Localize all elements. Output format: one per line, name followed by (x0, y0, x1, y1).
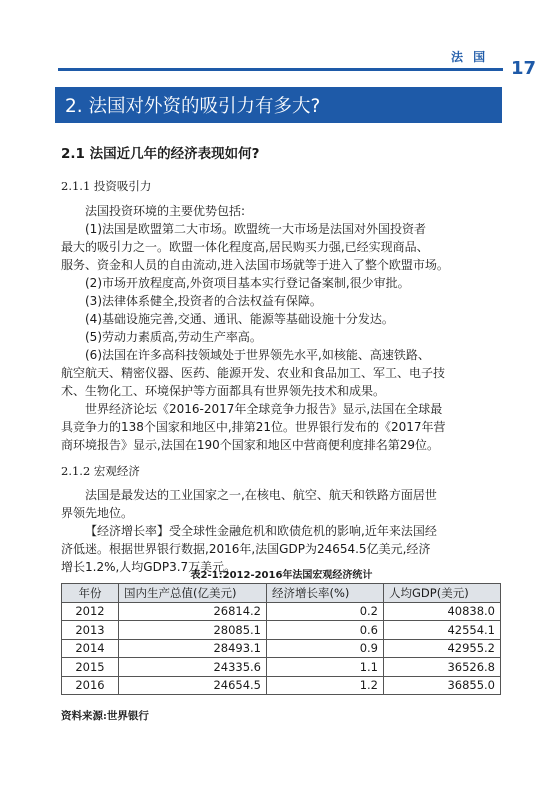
column-header: 人均GDP(美元) (384, 584, 501, 603)
section-title-band (55, 87, 502, 123)
macro-body (61, 486, 502, 576)
table-cell: 42955.2 (384, 639, 501, 658)
table-cell: 2014 (62, 639, 119, 658)
page-number: 17 (511, 58, 537, 79)
table-cell: 42554.1 (384, 621, 501, 640)
macro-stats-table (61, 583, 501, 695)
text-line: 术、生物化工、环境保护等方面都具有世界领先技术和成果。 (61, 384, 386, 398)
table-cell: 1.1 (267, 658, 384, 677)
text-line: 界领先地位。 (61, 506, 134, 520)
table-cell: 0.6 (267, 621, 384, 640)
table-cell: 28493.1 (119, 639, 267, 658)
text-line: (1)法国是欧盟第二大市场。欧盟统一大市场是法国对外国投资者 (85, 222, 427, 236)
table-cell: 0.9 (267, 639, 384, 658)
column-header: 年份 (62, 584, 119, 603)
table-cell: 2013 (62, 621, 119, 640)
header-rule (58, 68, 503, 71)
text-line: (6)法国在许多高科技领域处于世界领先水平,如核能、高速铁路、 (85, 348, 430, 362)
subsection-heading: 2.1 法国近几年的经济表现如何? (61, 146, 260, 162)
table-cell: 0.2 (267, 602, 384, 621)
table-cell: 2016 (62, 676, 119, 695)
table-cell: 28085.1 (119, 621, 267, 640)
table-row (62, 676, 501, 695)
text-line: 济低迷。根据世界银行数据,2016年,法国GDP为24654.5亿美元,经济 (61, 542, 431, 556)
text-line: 航空航天、精密仪器、医药、能源开发、农业和食品加工、军工、电子技 (61, 366, 446, 380)
table-caption: 表2-1:2012-2016年法国宏观经济统计 (190, 570, 373, 581)
text-line: 商环境报告》显示,法国在190个国家和地区中营商便利度排名第29位。 (61, 438, 439, 452)
table-cell: 36855.0 (384, 676, 501, 695)
text-line: (2)市场开放程度高,外资项目基本实行登记备案制,很少审批。 (85, 276, 410, 290)
text-line: 世界经济论坛《2016-2017年全球竞争力报告》显示,法国在全球最 (85, 402, 443, 416)
text-line: 法国投资环境的主要优势包括: (85, 204, 246, 218)
table-row (62, 621, 501, 640)
investment-heading: 2.1.1 投资吸引力 (61, 179, 152, 193)
table-cell: 24654.5 (119, 676, 267, 695)
text-line: 具竞争力的138个国家和地区中,排第21位。世界银行发布的《2017年营 (61, 420, 446, 434)
table-row (62, 658, 501, 677)
text-line: 最大的吸引力之一。欧盟一体化程度高,居民购买力强,已经实现商品、 (61, 240, 429, 254)
table-cell: 24335.6 (119, 658, 267, 677)
table-source: 资料来源:世界银行 (61, 710, 149, 722)
column-header: 国内生产总值(亿美元) (119, 584, 267, 603)
text-line: (3)法律体系健全,投资者的合法权益有保障。 (85, 294, 322, 308)
table-header-row (62, 584, 501, 603)
investment-body (61, 202, 502, 454)
table-row (62, 639, 501, 658)
table-row (62, 602, 501, 621)
text-line: (4)基础设施完善,交通、通讯、能源等基础设施十分发达。 (85, 312, 394, 326)
column-header: 经济增长率(%) (267, 584, 384, 603)
table-cell: 40838.0 (384, 602, 501, 621)
table-cell: 2012 (62, 602, 119, 621)
text-line: 服务、资金和人员的自由流动,进入法国市场就等于进入了整个欧盟市场。 (61, 258, 449, 272)
table-cell: 1.2 (267, 676, 384, 695)
macro-heading: 2.1.2 宏观经济 (61, 464, 140, 478)
table-cell: 2015 (62, 658, 119, 677)
running-header-country: 法 国 (451, 50, 489, 64)
table-cell: 36526.8 (384, 658, 501, 677)
text-line: (5)劳动力素质高,劳动生产率高。 (85, 330, 262, 344)
text-line: 法国是最发达的工业国家之一,在核电、航空、航天和铁路方面居世 (85, 488, 437, 502)
table-cell: 26814.2 (119, 602, 267, 621)
section-title: 2. 法国对外资的吸引力有多大? (65, 96, 321, 117)
text-line: 增长1.2%,人均GDP3.7万美元。 (61, 560, 237, 574)
text-line: 【经济增长率】受全球性金融危机和欧债危机的影响,近年来法国经 (85, 524, 437, 538)
